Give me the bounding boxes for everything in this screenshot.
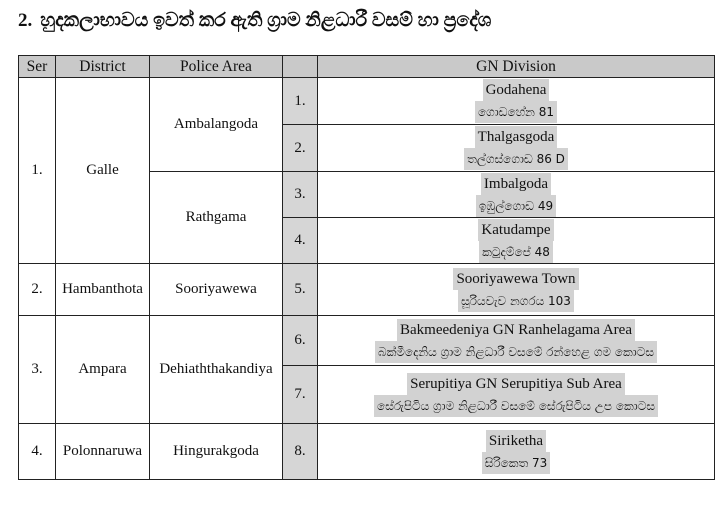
gn-division-cell [318, 218, 715, 264]
gn-division-cell [318, 78, 715, 125]
gn-division-cell [318, 125, 715, 172]
gn-name-en: Sooriyawewa Town [453, 268, 578, 290]
gn-division-cell [318, 172, 715, 218]
gn-name-en: Serupitiya GN Serupitiya Sub Area [407, 373, 625, 395]
gn-division-table [18, 55, 715, 480]
ser-cell: 2. [19, 264, 56, 316]
header-ser: Ser [19, 56, 56, 78]
gn-name-si: ගොඩහේන 81 [475, 101, 557, 123]
header-district: District [56, 56, 150, 78]
gn-name-si: කටුදම්පේ 48 [479, 241, 553, 263]
gn-name-en: Siriketha [486, 430, 546, 452]
ser-cell: 4. [19, 424, 56, 480]
district-cell: Polonnaruwa [56, 424, 150, 480]
row-index: 6. [283, 316, 318, 366]
section-title: හුදකලාභාවය ඉවත් කර ඇති ග්‍රාම නිළධාරී වසම් හා ප්‍රදේශ [40, 10, 492, 31]
header-police-area: Police Area [150, 56, 283, 78]
district-cell: Galle [56, 78, 150, 264]
ser-cell: 3. [19, 316, 56, 424]
gn-name-en: Thalgasgoda [475, 126, 558, 148]
district-cell: Ampara [56, 316, 150, 424]
gn-name-en: Bakmeedeniya GN Ranhelagama Area [397, 319, 635, 341]
table-row [19, 264, 715, 316]
police-area-cell: Dehiaththakandiya [150, 316, 283, 424]
gn-name-si: තල්ගස්ගොඩ 86 D [464, 148, 568, 170]
gn-name-en: Godahena [483, 79, 550, 101]
row-index: 3. [283, 172, 318, 218]
section-heading [18, 10, 491, 32]
row-index: 5. [283, 264, 318, 316]
gn-name-si: ඉඹුල්ගොඩ 49 [476, 195, 556, 217]
header-gn-division: GN Division [318, 56, 715, 78]
section-number: 2. [18, 10, 33, 31]
header-spacer [283, 56, 318, 78]
district-cell: Hambanthota [56, 264, 150, 316]
police-area-cell: Ambalangoda [150, 78, 283, 172]
gn-division-cell [318, 366, 715, 424]
table-row [19, 316, 715, 366]
row-index: 1. [283, 78, 318, 125]
gn-name-en: Imbalgoda [481, 173, 551, 195]
row-index: 2. [283, 125, 318, 172]
gn-division-cell [318, 316, 715, 366]
table-row [19, 78, 715, 125]
gn-division-cell [318, 424, 715, 480]
gn-name-si: බක්මීදෙනිය ග්‍රාම නිළධාරී වසමේ රන්හෙළ ගම කොටස [375, 341, 657, 363]
row-index: 7. [283, 366, 318, 424]
table-row [19, 424, 715, 480]
gn-division-cell [318, 264, 715, 316]
police-area-cell: Sooriyawewa [150, 264, 283, 316]
ser-cell: 1. [19, 78, 56, 264]
row-index: 8. [283, 424, 318, 480]
gn-name-si: සේරුපිටිය ග්‍රාම නිළධාරී වසමේ සේරුපිටිය උප කොටස [374, 395, 658, 417]
gn-name-si: සිරිකෙත 73 [482, 452, 551, 474]
gn-name-si: සූරියවැව නගරය 103 [458, 290, 574, 312]
police-area-cell: Rathgama [150, 172, 283, 264]
gn-name-en: Katudampe [478, 219, 553, 241]
police-area-cell: Hingurakgoda [150, 424, 283, 480]
header-row [19, 56, 715, 78]
row-index: 4. [283, 218, 318, 264]
